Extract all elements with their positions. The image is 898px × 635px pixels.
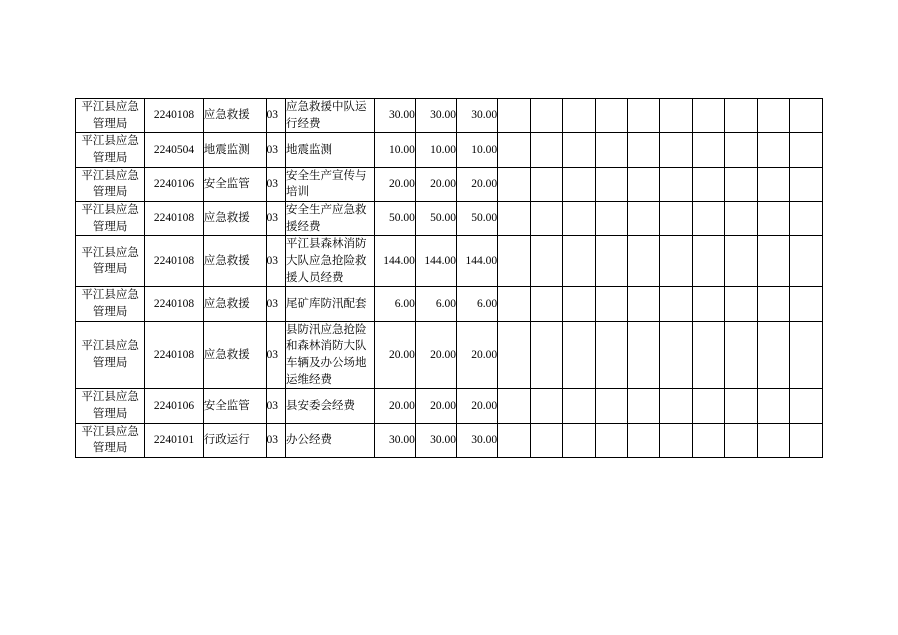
cell-amount: 20.00	[457, 321, 498, 389]
cell-empty	[530, 423, 562, 457]
cell-function-name: 安全监管	[203, 167, 266, 201]
cell-project-name: 平江县森林消防大队应急抢险救援人员经费	[286, 236, 375, 287]
cell-budget-code: 2240106	[145, 389, 203, 423]
cell-empty	[725, 167, 757, 201]
cell-unit-name: 平江县应急管理局	[76, 287, 145, 321]
cell-project-name: 办公经费	[286, 423, 375, 457]
cell-function-name: 应急救援	[203, 321, 266, 389]
cell-amount: 144.00	[374, 236, 415, 287]
cell-empty	[595, 389, 627, 423]
cell-empty	[790, 321, 823, 389]
cell-empty	[790, 167, 823, 201]
cell-empty	[692, 236, 724, 287]
cell-empty	[790, 236, 823, 287]
cell-empty	[692, 167, 724, 201]
cell-empty	[757, 133, 789, 167]
cell-empty	[530, 133, 562, 167]
cell-function-name: 应急救援	[203, 236, 266, 287]
cell-empty	[595, 321, 627, 389]
cell-empty	[595, 167, 627, 201]
cell-empty	[530, 287, 562, 321]
cell-empty	[498, 321, 530, 389]
table-row	[76, 287, 823, 321]
cell-empty	[498, 423, 530, 457]
cell-amount: 20.00	[457, 167, 498, 201]
cell-empty	[692, 321, 724, 389]
cell-empty	[725, 236, 757, 287]
cell-empty	[628, 389, 660, 423]
cell-level-code: 03	[266, 167, 285, 201]
cell-function-name: 应急救援	[203, 202, 266, 236]
cell-empty	[692, 202, 724, 236]
cell-function-name: 地震监测	[203, 133, 266, 167]
cell-empty	[660, 167, 692, 201]
cell-empty	[790, 202, 823, 236]
cell-budget-code: 2240108	[145, 236, 203, 287]
cell-amount: 30.00	[374, 423, 415, 457]
cell-empty	[628, 133, 660, 167]
cell-amount: 30.00	[374, 99, 415, 133]
cell-empty	[530, 236, 562, 287]
cell-unit-name: 平江县应急管理局	[76, 99, 145, 133]
cell-unit-name: 平江县应急管理局	[76, 133, 145, 167]
cell-empty	[757, 167, 789, 201]
cell-empty	[595, 133, 627, 167]
cell-empty	[628, 423, 660, 457]
cell-empty	[595, 99, 627, 133]
cell-empty	[498, 99, 530, 133]
table-row	[76, 236, 823, 287]
cell-amount: 6.00	[374, 287, 415, 321]
cell-level-code: 03	[266, 236, 285, 287]
cell-empty	[628, 287, 660, 321]
cell-empty	[530, 202, 562, 236]
table-row	[76, 321, 823, 389]
cell-empty	[725, 202, 757, 236]
cell-empty	[530, 321, 562, 389]
cell-amount: 50.00	[415, 202, 456, 236]
cell-amount: 20.00	[374, 167, 415, 201]
cell-empty	[563, 423, 595, 457]
cell-function-name: 应急救援	[203, 99, 266, 133]
cell-function-name: 行政运行	[203, 423, 266, 457]
cell-empty	[563, 321, 595, 389]
cell-unit-name: 平江县应急管理局	[76, 321, 145, 389]
cell-level-code: 03	[266, 321, 285, 389]
cell-level-code: 03	[266, 202, 285, 236]
cell-function-name: 应急救援	[203, 287, 266, 321]
cell-empty	[498, 133, 530, 167]
cell-empty	[692, 99, 724, 133]
cell-empty	[725, 287, 757, 321]
cell-level-code: 03	[266, 133, 285, 167]
cell-empty	[628, 321, 660, 389]
cell-unit-name: 平江县应急管理局	[76, 167, 145, 201]
cell-unit-name: 平江县应急管理局	[76, 389, 145, 423]
cell-empty	[563, 202, 595, 236]
cell-empty	[660, 389, 692, 423]
cell-empty	[498, 167, 530, 201]
cell-empty	[692, 133, 724, 167]
cell-amount: 10.00	[374, 133, 415, 167]
table-row	[76, 423, 823, 457]
cell-empty	[725, 321, 757, 389]
cell-empty	[628, 202, 660, 236]
cell-empty	[563, 236, 595, 287]
cell-budget-code: 2240108	[145, 287, 203, 321]
cell-budget-code: 2240504	[145, 133, 203, 167]
cell-budget-code: 2240108	[145, 202, 203, 236]
cell-empty	[530, 99, 562, 133]
cell-project-name: 地震监测	[286, 133, 375, 167]
cell-empty	[563, 167, 595, 201]
cell-empty	[692, 389, 724, 423]
cell-amount: 144.00	[457, 236, 498, 287]
cell-amount: 6.00	[457, 287, 498, 321]
cell-empty	[498, 236, 530, 287]
cell-amount: 30.00	[415, 99, 456, 133]
cell-unit-name: 平江县应急管理局	[76, 423, 145, 457]
cell-amount: 10.00	[457, 133, 498, 167]
cell-empty	[790, 389, 823, 423]
table-row	[76, 202, 823, 236]
cell-budget-code: 2240106	[145, 167, 203, 201]
cell-unit-name: 平江县应急管理局	[76, 236, 145, 287]
cell-empty	[498, 389, 530, 423]
cell-amount: 30.00	[457, 423, 498, 457]
cell-empty	[530, 167, 562, 201]
cell-amount: 30.00	[457, 99, 498, 133]
cell-amount: 20.00	[374, 321, 415, 389]
cell-budget-code: 2240108	[145, 321, 203, 389]
cell-level-code: 03	[266, 423, 285, 457]
cell-empty	[660, 202, 692, 236]
cell-empty	[757, 423, 789, 457]
cell-empty	[660, 321, 692, 389]
cell-amount: 20.00	[415, 389, 456, 423]
cell-budget-code: 2240101	[145, 423, 203, 457]
cell-empty	[757, 389, 789, 423]
cell-empty	[498, 202, 530, 236]
cell-amount: 30.00	[415, 423, 456, 457]
cell-empty	[692, 287, 724, 321]
cell-amount: 20.00	[415, 167, 456, 201]
cell-empty	[757, 202, 789, 236]
cell-level-code: 03	[266, 99, 285, 133]
cell-empty	[595, 423, 627, 457]
cell-function-name: 安全监管	[203, 389, 266, 423]
cell-amount: 144.00	[415, 236, 456, 287]
cell-amount: 20.00	[415, 321, 456, 389]
cell-project-name: 应急救援中队运行经费	[286, 99, 375, 133]
cell-empty	[757, 321, 789, 389]
cell-empty	[660, 99, 692, 133]
cell-empty	[692, 423, 724, 457]
cell-empty	[790, 99, 823, 133]
cell-level-code: 03	[266, 389, 285, 423]
cell-empty	[725, 133, 757, 167]
cell-empty	[498, 287, 530, 321]
table-row	[76, 133, 823, 167]
cell-amount: 50.00	[374, 202, 415, 236]
table-row	[76, 167, 823, 201]
cell-project-name: 安全生产应急救援经费	[286, 202, 375, 236]
cell-amount: 50.00	[457, 202, 498, 236]
cell-empty	[563, 133, 595, 167]
cell-empty	[563, 99, 595, 133]
cell-empty	[757, 99, 789, 133]
budget-table-container	[75, 98, 823, 458]
cell-empty	[660, 287, 692, 321]
cell-project-name: 县安委会经费	[286, 389, 375, 423]
cell-empty	[628, 167, 660, 201]
cell-empty	[725, 99, 757, 133]
cell-empty	[790, 423, 823, 457]
cell-amount: 20.00	[457, 389, 498, 423]
table-row	[76, 99, 823, 133]
table-row	[76, 389, 823, 423]
cell-empty	[660, 236, 692, 287]
cell-unit-name: 平江县应急管理局	[76, 202, 145, 236]
cell-empty	[725, 423, 757, 457]
cell-project-name: 安全生产宣传与培训	[286, 167, 375, 201]
cell-empty	[530, 389, 562, 423]
cell-project-name: 尾矿库防汛配套	[286, 287, 375, 321]
cell-empty	[790, 133, 823, 167]
cell-level-code: 03	[266, 287, 285, 321]
cell-amount: 6.00	[415, 287, 456, 321]
cell-empty	[595, 236, 627, 287]
cell-empty	[595, 287, 627, 321]
cell-empty	[725, 389, 757, 423]
cell-empty	[757, 236, 789, 287]
cell-empty	[660, 133, 692, 167]
cell-project-name: 县防汛应急抢险和森林消防大队车辆及办公场地运维经费	[286, 321, 375, 389]
cell-empty	[595, 202, 627, 236]
cell-amount: 10.00	[415, 133, 456, 167]
cell-empty	[660, 423, 692, 457]
cell-budget-code: 2240108	[145, 99, 203, 133]
cell-empty	[563, 287, 595, 321]
cell-empty	[757, 287, 789, 321]
budget-table	[75, 98, 823, 458]
cell-empty	[790, 287, 823, 321]
cell-amount: 20.00	[374, 389, 415, 423]
cell-empty	[563, 389, 595, 423]
cell-empty	[628, 236, 660, 287]
cell-empty	[628, 99, 660, 133]
